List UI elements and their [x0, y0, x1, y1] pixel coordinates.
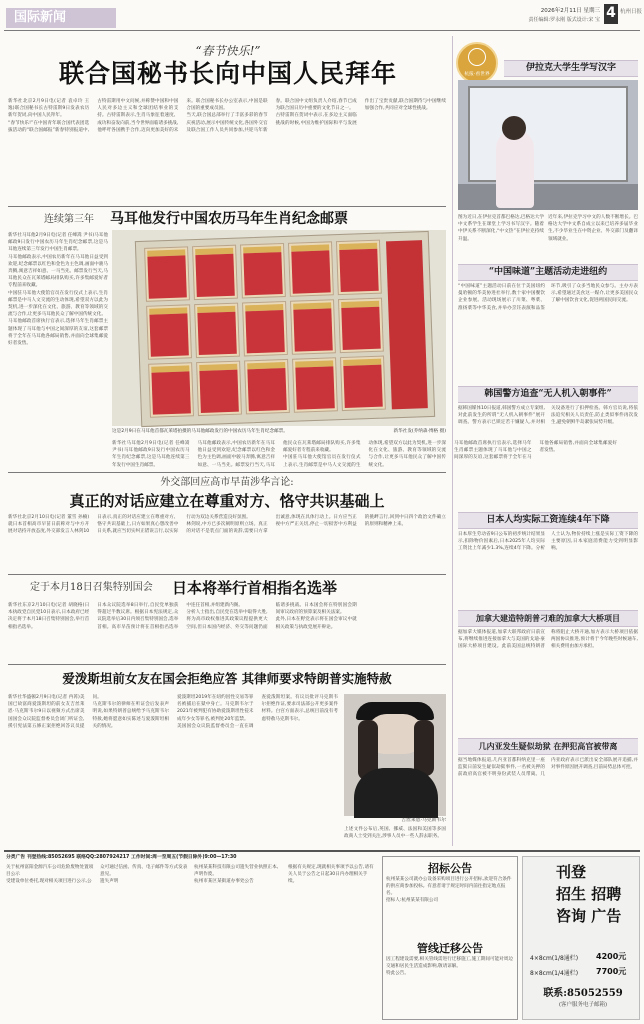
promo-title-3: 咨询 广告 — [556, 907, 622, 925]
pipeline-body: 因工程建设需要,相关管线需进行迁移施工,施工期间可能对周边交通和居民生活造成影响,敬请谅解。 特此公告。 — [386, 957, 513, 976]
election-headline: 日本将举行首相指名选举 — [172, 579, 338, 597]
sidebar-head-3: 韩国警方追查“无人机入朝事件” — [458, 386, 638, 403]
lead-rule — [8, 206, 446, 207]
sidebar-photo-1 — [458, 80, 638, 210]
sidebar-head-6: 几内亚发生疑似劫狱 在押犯高官被带离 — [458, 738, 638, 755]
lead-kicker: “春节快乐!” — [195, 44, 261, 58]
epstein-caption: 吉丝莱恩·马克斯韦尔 — [401, 818, 446, 823]
stamp-headline: 马耳他发行中国农历马年生肖纪念邮票 — [110, 211, 348, 227]
price-1-label: 4×8cm(1/8通栏) — [530, 955, 579, 962]
sidebar-body-3: 据韩国媒体10日报道,韩国警方成立专案组,对此前发生的所谓“无人机入朝事件”展开调查。警方表示已锁定若干嫌疑人,并对相关设备进行了扣押检查。韩方官员说,将依法追究相关人员责任,防止类似事件再次发生,避免朝鲜半岛紧张局势升级。 — [458, 406, 638, 426]
promo-contact-sub: (客户服务电子邮箱) — [558, 1002, 608, 1008]
price-1-value: 4200元 — [596, 952, 627, 961]
election-body: 新华社东京2月10日电(记者 胡晓格)日本执政党自民党10日表示,日本政府已经决定将于本月18日召集特别国会,举行首相指名选举。 日本众议院选举8日举行,自民党单独获得超过半数议席。根据日本宪法规定,众议院选举后30日内须召集特别国会,选举首相。高市早苗预计将在首相指名选举中连任首相,并组建新内阁。 分析人士指出,自民党在选举中取得大胜,将为高市政权推进其政策议程提供更大空间,但日本国内经济、外交等问题仍面临诸多挑战。日本国会将在特别国会期间审议政府的预算案及相关法案。 此外,日本在野党表示将在国会审议中就相关政策与执政党展开辩论。 — [8, 603, 357, 630]
classified-body: 关于杭州富阳金源汽车公司危险废物处置项目公示 受建设单位委托,现对相关项目进行公示,公众可通过信函、传真、电子邮件等方式发表意见。 遗失声明 杭州某某科技有限公司遗失营业执照正本,声明作废。 杭州市某区某街道办事处公告 根据有关规定,现就相关事项予以公告,请有关人员于公告之日起30日内办理相关手续。 — [6, 865, 374, 884]
sidebar-body-6: 据当地媒体报道,几内亚首都科纳克里一座监狱日前发生疑似劫狱事件,一名被关押的前政府高官被不明身份武装人员带离。几内亚政府表示已派出安全部队展开追捕,并对事件原因展开调查,目前局势总体可控。 — [458, 758, 638, 778]
sidebar-head-1: 伊拉克大学生学写汉字 — [504, 60, 638, 77]
talks-rule — [8, 574, 446, 575]
promo-title-1: 刊登 — [556, 863, 587, 881]
epstein-body: 新华社华盛顿2月9日电(记者 冉苒)美国已故富商爱泼斯坦的前女友吉丝莱恩·马克斯韦尔9日以视频方式出席美国国会众议院监督委员会闭门听证会,援引宪法第五修正案拒绝回答议员提问。 马克斯韦尔的律师在听证会后发表声明说,如果特朗普总统给予马克斯韦尔特赦,她将愿意如实陈述与爱泼斯坦相关的情况。 爱泼斯坦2019年在纽约因性交易等罪名被捕后在狱中身亡。马克斯韦尔于2021年被判犯有协助爱泼斯坦性侵未成年少女等罪名,被判处20年监禁。 美国国会众议院监督委员会一直在调查爱泼斯坦案。有议员批评马克斯韦尔拒绝作证,要求司法部公开更多案件材料。白宫方面表示,总统目前没有考虑特赦马克斯韦尔。 — [8, 695, 338, 729]
sidebar-logo-text: 杭报·看世界 — [464, 72, 490, 77]
election-rule — [8, 664, 446, 665]
stamp-rule — [8, 472, 446, 473]
price-2-label: 8×8cm(1/4通栏) — [530, 970, 579, 977]
lead-headline: 联合国秘书长向中国人民拜年 — [58, 59, 397, 88]
tender-head: 招标公告 — [428, 862, 472, 875]
header-rule — [4, 30, 640, 31]
sidebar-head-2: “中国味道”主题活动走进纽约 — [458, 264, 638, 281]
sidebar-body-5: 据加拿大媒体报道,加拿大联邦政府日前宣布,将继续推进连接加拿大与美国的戈迪·豪国际大桥项目建设。此前美国总统特朗普称将阻止大桥开通,加方表示大桥项目依据两国协议推进,预计将于今年晚些时候通车,相关费用由加方承担。 — [458, 630, 638, 650]
stamp-kicker: 连续第三年 — [44, 214, 94, 225]
sidebar-head-4: 日本人均实际工资连续4年下降 — [458, 512, 638, 529]
ads-rule — [4, 850, 640, 852]
promo-contact: 联系:85052559 — [543, 988, 623, 999]
lead-body: 新华社北京2月9日电(记者 袁卓玲 王逸)联合国秘书长古特雷斯9日发表农历新年贺词,向中国人民拜年。 “春节快乐!”在中国青年联合国代表团选拔活动的“联合国邮报”新春特别报道中,古特雷斯用中文问候,并称赞中国和中国人民对多边主义和全球团结事业的支持。古特雷斯表示,生肖马象征着速度、成功和奋发向前,当今世界面临诸多挑战,他呼吁各国携手合作,迈向更加美好的未来。联合国秘书长办公室表示,中国是联合国的重要成员国。 当天,联合国总部举行了丰富多彩的春节庆祝活动,展示中国传统文化,各国外交官及联合国工作人员共同参加,共迎马年新春。联合国中文组负责人介绍,春节已成为联合国日历中重要的文化节日之一。 古特雷斯在贺词中表示,在多边主义面临挑战的时候,中国为维护国际和平与发展作出了宝贵贡献,联合国期待与中国继续加强合作,共同应对全球性挑战。 — [8, 99, 446, 133]
election-kicker: 定于本月18日召集特别国会 — [30, 582, 153, 593]
stamp-photo — [112, 230, 446, 426]
sidebar-body-1: 近年来,伊拉克学习中文的人数不断增长。巴格达大学中文系自成立以来已培养多届毕业生,不少毕业生在中资企业、外交部门及翻译领域就业。 — [548, 215, 638, 242]
tender-body: 杭州某某公司就办公设备采购项目进行公开招标,欢迎符合条件的供应商参加投标。有意者请于规定时间内前往指定地点报名。 招标人:杭州某某有限公司 — [386, 877, 512, 903]
sidebar-body-4: 日本厚生劳动省9日公布的初步统计结果显示,扣除物价因素后,日本2025年人均实际工资比上年减少1.3%,连续4年下降。分析人士认为,物价持续上涨是实际工资下降的主要原因,日本家庭消费能力受到明显影响。 — [458, 532, 638, 552]
talks-headline: 真正的对话应建立在尊重对方、恪守共识基础上 — [69, 492, 385, 510]
stamp-body-cont: 新华社马耳他2月9日电(记者 任峰嵩 尹书)马耳他邮政9日发行中国农历马年生肖纪念邮票,这是马耳他连续第三年发行中国生肖邮票。 马耳他邮政表示,中国农历新年在马耳他日益受到欢迎,纪念邮票以红色和金色为主色调,画面中骏马奔腾,寓意吉祥如意、一马当先。邮票发行当天,马耳他民众在瓦莱塔邮局排队购买,许多集邮爱好者专程前来收藏。 中国驻马耳他大使馆官员在发行仪式上表示,生肖邮票是中马人文交流的生动体现,希望双方以此为契机,进一步深化在文化、旅游、教育等领域的交流与合作,让更多马耳他民众了解中国传统文化。 马耳他邮政首席执行官表示,选择马年生肖邮票主题体现了马耳他与中国之间深厚的友谊,这套邮票将于全年在马耳他各邮局销售,并面向全球集邮爱好者发售。 — [112, 441, 617, 468]
epstein-headline: 爱泼斯坦前女友在国会拒绝应答 其律师要求特朗普实施特赦 — [62, 671, 392, 686]
price-2-value: 7700元 — [596, 967, 627, 976]
stamp-body-col: 新华社马耳他2月9日电(记者 任峰嵩 尹书)马耳他邮政9日发行中国农历马年生肖纪念邮票,这是马耳他连续第三年发行中国生肖邮票。 马耳他邮政表示,中国农历新年在马耳他日益受到欢迎,纪念邮票以红色和金色为主色调,画面中骏马奔腾,寓意吉祥如意、一马当先。邮票发行当天,马耳他民众在瓦莱塔邮局排队购买,许多集邮爱好者专程前来收藏。 中国驻马耳他大使馆官员在发行仪式上表示,生肖邮票是中马人文交流的生动体现,希望双方以此为契机,进一步深化在文化、旅游、教育等领域的交流与合作,让更多马耳他民众了解中国传统文化。 马耳他邮政首席执行官表示,选择马年生肖邮票主题体现了马耳他与中国之间深厚的友谊,这套邮票将于全年在马耳他各邮局销售,并面向全球集邮爱好者发售。 — [8, 233, 108, 347]
section-title: 国际新闻 — [14, 10, 67, 25]
globe-icon — [468, 48, 486, 66]
sidebar-caption-1: 图为近日,在伊拉克首都巴格达,巴格达大学中文系学生在课堂上学习书写汉字。随着中伊关系不断深化,“中文热”在伊拉克持续升温。 — [458, 215, 544, 242]
page-number: 4 — [606, 5, 616, 21]
talks-kicker: 外交部回应高市早苗涉华言论: — [160, 477, 294, 488]
epstein-photo — [344, 694, 446, 816]
stamp-sheet — [135, 231, 435, 427]
promo-title-2: 招生 招聘 — [556, 885, 622, 903]
epstein-subcaption: 上述文件公布后,英国、挪威、法国和美国等多国政商人士受到关注,涉事人员中一些人辞去职务。 — [344, 827, 446, 840]
pipeline-head: 管线迁移公告 — [417, 942, 483, 955]
sidebar-body-2: “中国味道”主题活动日前在位于美国纽约曼哈顿的华美协进社举行,数十家中国餐饮企业参展。活动现场展示了川菜、粤菜、淮扬菜等中华美食,并举办烹饪表演和品鉴环节,吸引了众多当地民众参与。主办方表示,希望通过美食这一媒介,让更多美国民众了解中国饮食文化,促进两国民间交流。 — [458, 284, 638, 311]
sidebar-head-5: 加拿大建造特朗普刁难的加拿大大桥项目 — [458, 610, 638, 627]
stamp-credit: 新华社发(乔纳森·博格 摄) — [393, 429, 446, 434]
editor-line: 责任编辑:罗永刚 版式设计:宋 宝 — [528, 17, 600, 23]
date-line: 2026年2月11日 星期三 — [540, 8, 600, 14]
paper-name: 杭州日报 — [620, 9, 643, 15]
classified-head: 分类广告 刊登热线:85052695 联络QQ:2807924217 工作时间:周一至周五(节假日除外)9:00—17:30 — [6, 855, 237, 860]
talks-body: 新华社北京2月10日电(记者 董雪 孙楠)就日本首相高市早苗日前称对与中方开展对话持开放态度,外交部发言人林剑10日表示,真正的对话应建立在尊重对方、恪守共识基础上,日方如果真心想改善中日关系,就应当切实纠正错误言行,以实际行动为双边关系营造良好氛围。 林剑说,中方已多次阐明原则立场。真正的对话不是装点门面的说辞,需要日方拿出诚意,体现在具体行动上。日方应当正视中方严正关切,停止一切损害中方利益的挑衅言行,回到中日四个政治文件确立的原则和精神上来。 — [8, 515, 446, 535]
stamp-caption: 这是2月9日在马耳他首都瓦莱塔拍摄的马耳他邮政发行的中国农历马年生肖纪念邮票。 — [112, 429, 288, 434]
page-header — [0, 0, 644, 40]
